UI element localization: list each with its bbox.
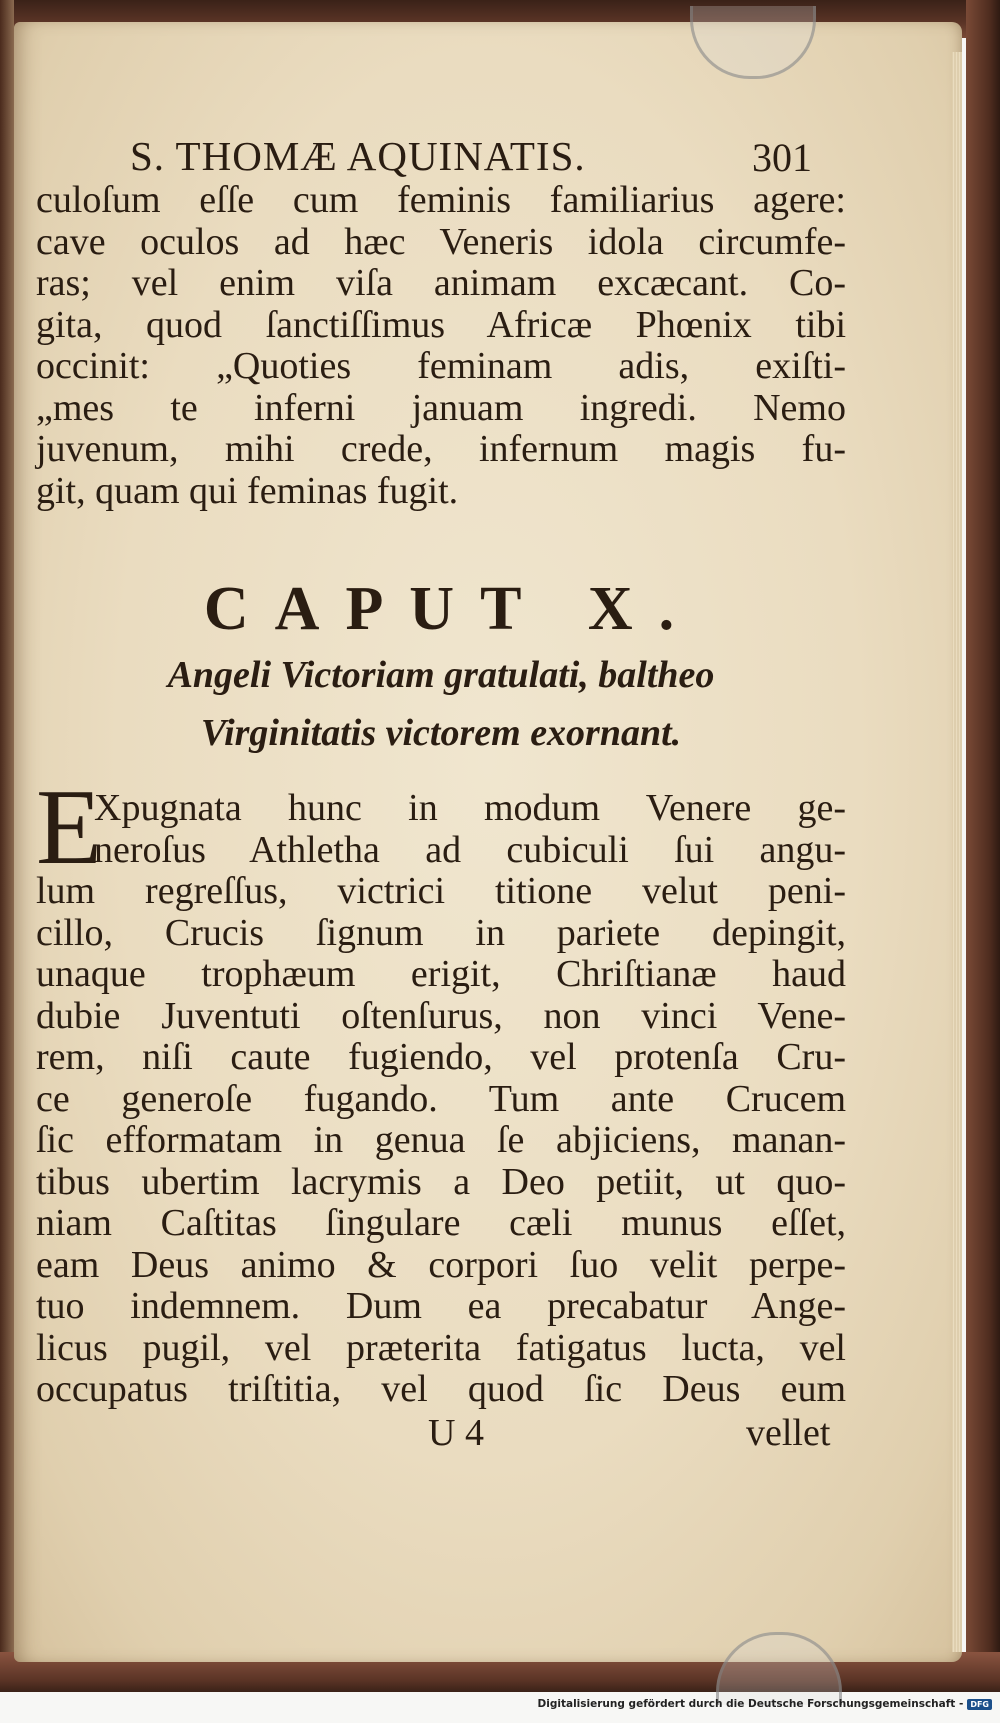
text-line: juvenum, mihi crede, infernum magis fu-: [36, 428, 846, 470]
page-text: [36, 118, 846, 1455]
text-line: gita, quod ſanctiſſimus Africæ Phœnix tibi: [36, 303, 846, 346]
text-line: ras; vel enim viſa animam excæcant. Co-: [36, 262, 846, 304]
page-header: [36, 118, 846, 180]
text-line: ce generoſe fugando. Tum ante Crucem: [36, 1077, 846, 1120]
chapter-subtitle-line-2: Virginitatis victorem exornant.: [200, 712, 682, 754]
signature-mark: U 4: [428, 1411, 484, 1454]
digitization-credit: [538, 1698, 992, 1710]
drop-cap: E: [36, 768, 102, 887]
continued-paragraph: [36, 180, 846, 512]
text-line: rem, niſi caute fugiendo, vel protenſa Cru-: [36, 1036, 846, 1078]
text-line: licus pugil, vel præterita fatigatus lucta, vel: [36, 1326, 846, 1369]
chapter-title: CAPUT X.: [203, 575, 701, 643]
chapter-paragraph: [36, 768, 846, 1411]
text-line: ſic efformatam in genua ſe abjiciens, manan-: [36, 1119, 846, 1161]
text-line: niam Caſtitas ſingulare cæli munus eſſet,: [36, 1202, 846, 1244]
text-line: occinit: „Quoties feminam adis, exiſti-: [36, 345, 846, 387]
text-line: occupatus triſtitia, vel quod ſic Deus eum: [36, 1368, 846, 1410]
text-line: tuo indemnem. Dum ea precabatur Ange-: [36, 1285, 846, 1327]
text-line: unaque trophæum erigit, Chriſtianæ haud: [36, 953, 846, 995]
running-head: S. THOMÆ AQUINATIS.: [130, 133, 586, 179]
catchword: vellet: [746, 1411, 831, 1454]
binding-left: [0, 0, 14, 1690]
text-line: tibus ubertim lacrymis a Deo petiit, ut quo-: [36, 1160, 846, 1203]
binding-right: [966, 0, 1000, 1690]
page-footer: [36, 1411, 846, 1455]
text-line: eam Deus animo & corpori ſuo velit perpe-: [36, 1243, 846, 1286]
dfg-logo: DFG: [967, 1699, 992, 1710]
text-line: „mes te inferni januam ingredi. Nemo: [36, 386, 846, 429]
text-line: lum regreſſus, victrici titione velut peni-: [36, 870, 846, 912]
text-line: dubie Juventuti oſtenſurus, non vinci Vene-: [36, 994, 846, 1037]
text-line: neroſus Athletha ad cubiculi ſui angu-: [94, 828, 846, 871]
credit-text: Digitalisierung gefördert durch die Deutsche Forschungsgemeinschaft -: [537, 1698, 964, 1710]
text-line: git, quam qui feminas fugit.: [36, 469, 459, 512]
page-number: 301: [752, 135, 812, 180]
text-line: cillo, Crucis ſignum in pariete depingit,: [36, 911, 846, 954]
text-line: Xpugnata hunc in modum Venere ge-: [94, 787, 846, 829]
page-edge: [952, 52, 962, 1652]
text-line: culoſum eſſe cum feminis familiarius agere:: [36, 179, 846, 221]
chapter-subtitle-line-1: Angeli Victoriam gratulati, baltheo: [167, 654, 715, 696]
text-line: cave oculos ad hæc Veneris idola circumfe-: [36, 220, 846, 263]
